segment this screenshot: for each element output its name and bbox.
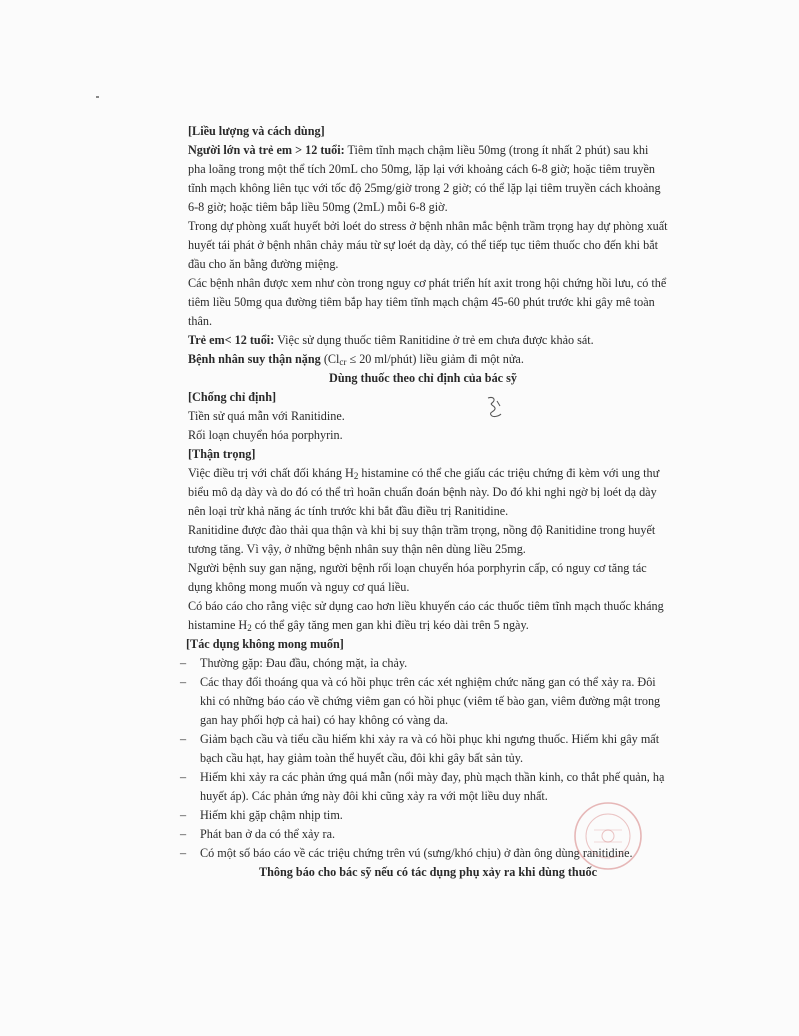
scan-speck: [96, 96, 99, 98]
renal-paren-open: (Cl: [320, 352, 340, 366]
dosage-acid-aspiration: Các bệnh nhân được xem như còn trong nguy cơ phát triển hít axit trong hội chứng hồi lưu, có thể tiêm liều 50mg qua đường tiêm bắp hay tiêm tĩnh mạch chậm 45-60 phút trước khi gây mê toàn thân.: [188, 276, 667, 328]
contra-heading: [Chống chỉ định]: [188, 390, 277, 404]
adverse-item-text: Thường gặp: Đau đầu, chóng mặt, ỉa chảy.: [200, 656, 408, 670]
adverse-item-text: Hiếm khi gặp chậm nhịp tim.: [200, 808, 343, 822]
document-body: [180, 122, 668, 882]
caution-p1: [188, 464, 668, 521]
dosage-renal: [188, 350, 668, 369]
adverse-item-text: Hiếm khi xảy ra các phản ứng quá mẫn (nổi mày đay, phù mạch thần kinh, co thắt phế quản, hạ huyết áp). Các phản ứng này đôi khi cũng xảy ra với một liều duy nhất.: [200, 770, 665, 803]
dash-bullet: –: [180, 827, 187, 841]
dash-bullet: –: [180, 732, 187, 746]
caution-p2: Ranitidine được đào thải qua thận và khi bị suy thận trầm trọng, nồng độ Ranitidine trong huyết tương tăng. Vì vậy, ở những bệnh nhân suy thận nên dùng liều 25mg.: [188, 523, 656, 556]
dosage-adult: [188, 141, 668, 217]
caution-p3: Người bệnh suy gan nặng, người bệnh rối loạn chuyển hóa porphyrin cấp, có nguy cơ tăng tác dụng không mong muốn và nguy cơ quá liều.: [188, 561, 647, 594]
caution-p4a: Có báo cáo cho rằng việc sử dụng cao hơn liều khuyến cáo các thuốc tiêm tĩnh mạch thuốc kháng histamine H: [188, 599, 664, 632]
dash-bullet: –: [180, 770, 187, 784]
dosage-stress-ulcer: Trong dự phòng xuất huyết bởi loét do stress ở bệnh nhân mắc bệnh trầm trọng hay dự phòng xuất huyết tái phát ở bệnh nhân chảy máu từ sự loét dạ dày, có thể tiếp tục tiêm thuốc cho đến khi bắt đầu cho ăn bằng đường miệng.: [188, 219, 668, 271]
renal-paren-close: ≤ 20 ml/phút): [346, 352, 417, 366]
dosage-note: Dùng thuốc theo chỉ định của bác sỹ: [329, 371, 517, 385]
renal-label: Bệnh nhân suy thận nặng: [188, 352, 321, 366]
caution-heading: [Thận trọng]: [188, 447, 256, 461]
adverse-item-text: Giảm bạch cầu và tiểu cầu hiếm khi xảy ra và có hồi phục khi ngưng thuốc. Hiếm khi gây mất bạch cầu hạt, hay giảm toàn thể huyết cầu, đôi khi gây bất sản tủy.: [200, 732, 660, 765]
adverse-item-text: Các thay đổi thoáng qua và có hồi phục trên các xét nghiệm chức năng gan có thể xảy ra. Đôi khi có những báo cáo về chứng viêm gan có hồi phục (viêm tế bào gan, viêm đường mật trong gan hay phối hợp cả hai) có hay không có vàng da.: [200, 675, 661, 727]
renal-text: liều giảm đi một nửa.: [416, 352, 524, 366]
adverse-item-text: Có một số báo cáo về các triệu chứng trên vú (sưng/khó chịu) ở đàn ông dùng ranitidine.: [200, 846, 633, 860]
caution-p4: [188, 597, 668, 635]
contra-item: Tiền sử quá mẫn với Ranitidine.: [188, 409, 345, 423]
list-item: [180, 673, 668, 730]
caution-p1b: histamine có thể che giấu các triệu chứng đi kèm với ung thư biểu mô dạ dày và do đó có thể trì hoãn chuẩn đoán bệnh này. Do đó khi nghi ngờ bị loét dạ dày nên loại trừ khả năng ác tính trước khi bắt đầu điều trị Ranitidine.: [188, 466, 660, 518]
adverse-note: Thông báo cho bác sỹ nếu có tác dụng phụ xảy ra khi dùng thuốc: [259, 865, 597, 879]
dash-bullet: –: [180, 675, 187, 689]
adverse-item-text: Phát ban ở da có thể xảy ra.: [200, 827, 336, 841]
dosage-children: [188, 331, 668, 350]
list-item: [180, 654, 668, 673]
caution-p1a: Việc điều trị với chất đối kháng H: [188, 466, 354, 480]
adult-label: Người lớn và trẻ em > 12 tuổi:: [188, 143, 345, 157]
list-item: [180, 730, 668, 768]
dash-bullet: –: [180, 846, 187, 860]
child-label: Trẻ em< 12 tuổi:: [188, 333, 275, 347]
child-text: Việc sử dụng thuốc tiêm Ranitidine ở trẻ em chưa được khảo sát.: [274, 333, 594, 347]
caution-p4-sub: 2: [247, 623, 252, 633]
signature-mark: [480, 392, 510, 422]
adverse-heading: [Tác dụng không mong muốn]: [186, 637, 344, 651]
stamp-seal: [572, 800, 644, 872]
renal-sub: cr: [339, 357, 347, 367]
contra-item: Rối loạn chuyển hóa porphyrin.: [188, 428, 343, 442]
dosage-heading: [Liều lượng và cách dùng]: [188, 124, 325, 138]
caution-p1-sub: 2: [353, 471, 359, 481]
caution-p4b: có thể gây tăng men gan khi điều trị kéo dài trên 5 ngày.: [251, 618, 529, 632]
dash-bullet: –: [180, 808, 187, 822]
adult-text: Tiêm tĩnh mạch chậm liều 50mg (trong ít nhất 2 phút) sau khi pha loãng trong một thể tích 20mL cho 50mg, lặp lại với khoảng cách 6-8 giờ; hoặc tiêm truyền tĩnh mạch không liên tục với tốc độ 25mg/giờ trong 2 giờ; có thể lặp lại tiêm truyền cách khoảng 6-8 giờ; hoặc tiêm bắp liều 50mg (2mL) mỗi 6-8 giờ.: [188, 143, 661, 214]
dash-bullet: –: [180, 656, 187, 670]
